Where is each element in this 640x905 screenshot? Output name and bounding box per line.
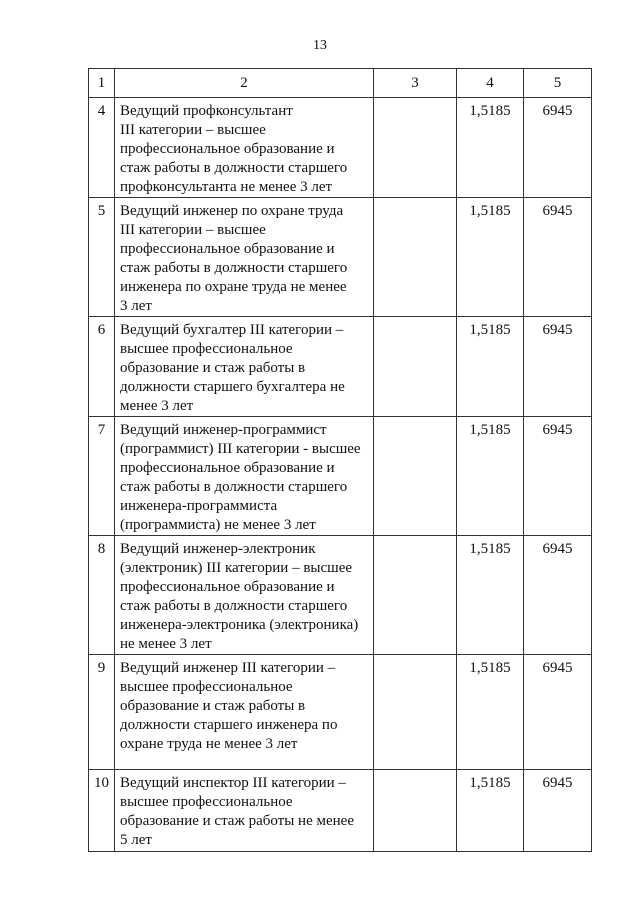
salary-cell: 6945	[524, 536, 592, 655]
description-line: Ведущий инженер-электроник	[120, 541, 316, 557]
position-description	[115, 198, 374, 317]
position-description	[115, 317, 374, 417]
description-line: профессиональное образование и	[120, 241, 335, 257]
position-description	[115, 417, 374, 536]
description-line: охране труда не менее 3 лет	[120, 736, 298, 752]
description-line: профессиональное образование и	[120, 460, 335, 476]
description-line: не менее 3 лет	[120, 636, 212, 652]
coefficient-cell: 1,5185	[457, 536, 524, 655]
description-line: профконсультанта не менее 3 лет	[120, 179, 333, 195]
table-row	[89, 98, 592, 198]
table-row	[89, 317, 592, 417]
salary-cell: 6945	[524, 317, 592, 417]
positions-table	[88, 68, 592, 852]
description-line: должности старшего бухгалтера не	[120, 379, 345, 395]
description-line: Ведущий инженер-программист	[120, 422, 327, 438]
salary-cell: 6945	[524, 655, 592, 770]
description-line: менее 3 лет	[120, 398, 194, 414]
description-line: должности старшего инженера по	[120, 717, 338, 733]
description-line: 5 лет	[120, 832, 152, 848]
coefficient-cell: 1,5185	[457, 317, 524, 417]
description-line: стаж работы в должности старшего	[120, 260, 348, 276]
table-row	[89, 417, 592, 536]
coefficient-cell: 1,5185	[457, 770, 524, 852]
description-line: профессиональное образование и	[120, 141, 335, 157]
row-number: 6	[89, 317, 115, 417]
table-row	[89, 536, 592, 655]
table-row	[89, 770, 592, 852]
page-number: 13	[313, 38, 327, 53]
column-3-cell	[374, 655, 457, 770]
column-3-cell	[374, 417, 457, 536]
description-line: высшее профессиональное	[120, 341, 293, 357]
description-line: 3 лет	[120, 298, 152, 314]
salary-cell: 6945	[524, 98, 592, 198]
column-3-cell	[374, 98, 457, 198]
description-line: профессиональное образование и	[120, 579, 335, 595]
description-line: инженера-электроника (электроника)	[120, 617, 359, 633]
table-row	[89, 655, 592, 770]
description-line: высшее профессиональное	[120, 794, 293, 810]
column-3-cell	[374, 317, 457, 417]
position-description	[115, 98, 374, 198]
description-line: Ведущий инженер по охране труда	[120, 203, 344, 219]
description-line: стаж работы в должности старшего	[120, 479, 348, 495]
description-line: Ведущий инженер III категории –	[120, 660, 336, 676]
position-description	[115, 536, 374, 655]
description-line: Ведущий инспектор III категории –	[120, 775, 346, 791]
description-line: III категории – высшее	[120, 222, 266, 238]
column-3-cell	[374, 536, 457, 655]
description-line: высшее профессиональное	[120, 679, 293, 695]
description-line: образование и стаж работы не менее	[120, 813, 354, 829]
position-description	[115, 655, 374, 770]
table-header-row	[89, 69, 592, 98]
column-header: 3	[374, 69, 457, 98]
description-line: III категории – высшее	[120, 122, 266, 138]
salary-cell: 6945	[524, 770, 592, 852]
column-3-cell	[374, 770, 457, 852]
column-3-cell	[374, 198, 457, 317]
coefficient-cell: 1,5185	[457, 655, 524, 770]
description-line: стаж работы в должности старшего	[120, 598, 348, 614]
coefficient-cell: 1,5185	[457, 417, 524, 536]
column-header: 4	[457, 69, 524, 98]
description-line: Ведущий профконсультант	[120, 103, 293, 119]
row-number: 10	[89, 770, 115, 852]
column-header: 1	[89, 69, 115, 98]
description-line: стаж работы в должности старшего	[120, 160, 348, 176]
salary-cell: 6945	[524, 198, 592, 317]
coefficient-cell: 1,5185	[457, 198, 524, 317]
table-row	[89, 198, 592, 317]
row-number: 7	[89, 417, 115, 536]
row-number: 5	[89, 198, 115, 317]
description-line: образование и стаж работы в	[120, 360, 306, 376]
row-number: 4	[89, 98, 115, 198]
description-line: (программист) III категории - высшее	[120, 441, 361, 457]
position-description	[115, 770, 374, 852]
description-line: Ведущий бухгалтер III категории –	[120, 322, 344, 338]
row-number: 8	[89, 536, 115, 655]
column-header: 5	[524, 69, 592, 98]
description-line: образование и стаж работы в	[120, 698, 306, 714]
coefficient-cell: 1,5185	[457, 98, 524, 198]
description-line: инженера-программиста	[120, 498, 278, 514]
description-line: (электроник) III категории – высшее	[120, 560, 353, 576]
description-line: инженера по охране труда не менее	[120, 279, 347, 295]
column-header: 2	[115, 69, 374, 98]
row-number: 9	[89, 655, 115, 770]
description-line: (программиста) не менее 3 лет	[120, 517, 316, 533]
salary-cell: 6945	[524, 417, 592, 536]
